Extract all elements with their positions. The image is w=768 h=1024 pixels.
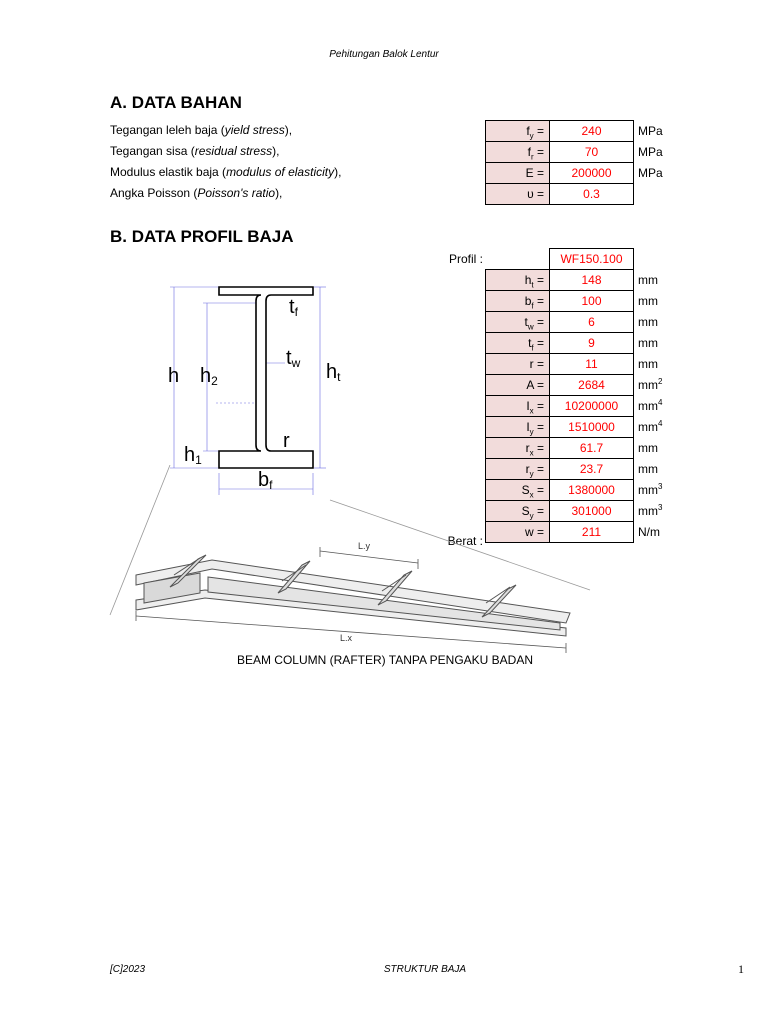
h-label: h [168,365,180,387]
table-row [486,291,679,312]
value-cell: 301000 [550,501,634,522]
value-cell: 200000 [550,163,634,184]
symbol-cell: $t_f$ = [486,333,550,354]
unit-cell: N/m [638,525,660,539]
symbol-cell: υ = [486,184,550,205]
unit-cell: $mm^3$ [638,482,663,497]
table-row [486,417,679,438]
unit-cell: mm [638,441,658,455]
material-description: Tegangan leleh baja (yield stress), [110,123,293,137]
symbol-cell: $I_y$ = [486,417,550,438]
value-cell: 10200000 [550,396,634,417]
tf-label: tf [289,296,298,319]
symbol-cell: E = [486,163,550,184]
symbol-cell: $S_x$ = [486,480,550,501]
material-description: Angka Poisson (Poisson's ratio), [110,186,283,200]
table-row [486,249,679,270]
table-row [486,163,679,184]
section-a-title: A. DATA BAHAN [110,93,242,112]
profil-label: Profil : [448,252,483,266]
table-row [486,333,679,354]
table-row [486,375,679,396]
i-beam-shape [219,287,313,468]
value-cell: 1380000 [550,480,634,501]
value-cell: 0.3 [550,184,634,205]
unit-cell [634,184,679,205]
table-row [486,312,679,333]
unit-cell: MPa [638,124,663,138]
symbol-cell: r = [486,354,550,375]
table-row [486,184,679,205]
h2-label: h2 [200,365,218,388]
unit-cell: mm [638,336,658,350]
bf-label: bf [258,469,273,492]
unit-cell: mm [638,357,658,371]
value-cell: 148 [550,270,634,291]
symbol-cell: $b_f$ = [486,291,550,312]
unit-cell: mm [638,462,658,476]
symbol-cell: $r_x$ = [486,438,550,459]
symbol-cell: $f_r$ = [486,142,550,163]
table-row [486,121,679,142]
value-cell: 211 [550,522,634,543]
r-label: r [283,430,290,452]
material-description: Tegangan sisa (residual stress), [110,144,280,158]
value-cell: 1510000 [550,417,634,438]
footer-copyright: [C]2023 [110,964,146,975]
unit-cell: mm [638,273,658,287]
value-cell: 9 [550,333,634,354]
symbol-cell: A = [486,375,550,396]
symbol-cell: $I_x$ = [486,396,550,417]
tw-label: tw [286,347,301,370]
unit-cell: mm [638,315,658,329]
symbol-cell: $r_y$ = [486,459,550,480]
table-row [486,396,679,417]
material-data-table [485,120,679,205]
value-cell: 2684 [550,375,634,396]
footer-title: STRUKTUR BAJA [383,964,467,975]
figure-caption: BEAM COLUMN (RAFTER) TANPA PENGAKU BADAN [236,653,534,667]
unit-cell: $mm^4$ [638,419,663,434]
symbol-cell: w = [486,522,550,543]
symbol-cell: $S_y$ = [486,501,550,522]
ly-label: L.y [358,541,371,551]
ht-label: ht [326,361,341,384]
i-section-diagram [160,275,360,495]
unit-cell: $mm^2$ [638,377,663,392]
symbol-cell: $h_t$ = [486,270,550,291]
unit-cell: MPa [638,166,663,180]
table-row [486,438,679,459]
unit-cell: mm [638,294,658,308]
table-row [486,354,679,375]
beam-column-illustration [100,465,600,655]
unit-cell: $mm^4$ [638,398,663,413]
value-cell: 23.7 [550,459,634,480]
h1-label: h1 [184,444,202,467]
value-cell: 240 [550,121,634,142]
page-header: Pehitungan Balok Lentur [329,49,439,60]
unit-cell: MPa [638,145,663,159]
table-row [486,142,679,163]
value-cell: 11 [550,354,634,375]
unit-cell: $mm^3$ [638,503,663,518]
value-cell: 70 [550,142,634,163]
profil-value-cell: WF150.100 [550,249,634,270]
page-number: 1 [738,962,744,976]
section-b-title: B. DATA PROFIL BAJA [110,227,294,246]
symbol-cell: $f_y$ = [486,121,550,142]
value-cell: 6 [550,312,634,333]
symbol-cell: $t_w$ = [486,312,550,333]
table-row [486,270,679,291]
value-cell: 100 [550,291,634,312]
lx-label: L.x [340,633,353,643]
material-description: Modulus elastik baja (modulus of elasticity), [110,165,342,179]
berat-label: Berat : [447,534,483,548]
value-cell: 61.7 [550,438,634,459]
